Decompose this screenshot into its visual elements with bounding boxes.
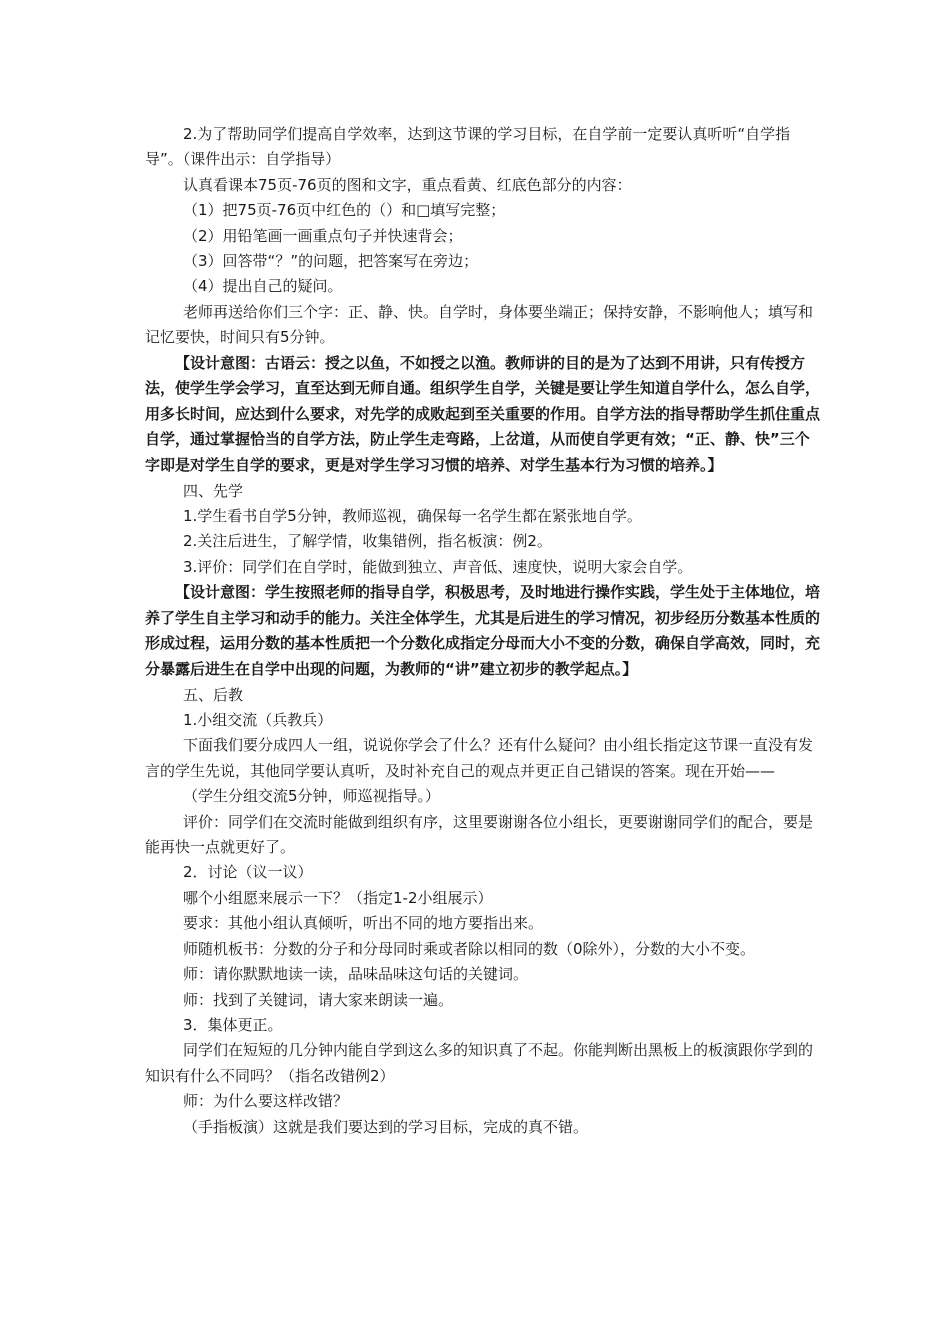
design-intent-note-2: 【设计意图：学生按照老师的指导自学，积极思考，及时地进行操作实践，学生处于主体地位，培养了学生自主学习和动手的能力。关注全体学生，尤其是后进生的学习情况，初步经历分数基本性质的形成过程，运用分数的基本性质把一个分数化成指定分母而大小不变的分数，确保自学高效，同时，充分暴露后进生在自学中出现的问题，为教师的“讲”建立初步的教学起点。】	[145, 583, 821, 679]
paragraph-discussion-requirement: 要求：其他小组认真倾听，听出不同的地方要指出来。	[183, 914, 544, 933]
document-page	[145, 122, 821, 1140]
paragraph-section4-item-2: 2.关注后进生，了解学情，收集错例，指名板演：例2。	[183, 532, 552, 551]
design-intent-note-1: 【设计意图：古语云：授之以鱼，不如授之以渔。教师讲的目的是为了达到不用讲，只有传授方法，使学生学会学习，直至达到无师自通。组织学生自学，关键是要让学生知道自学什么，怎么自学，用多长时间，应达到什么要求，对先学的成败起到至关重要的作用。自学方法的指导帮助学生抓住重点自学，通过掌握恰当的自学方法，防止学生走弯路，上岔道，从而使自学更有效；“正、静、快”三个字即是对学生自学的要求，更是对学生学习习惯的培养、对学生基本行为习惯的培养。】	[145, 353, 821, 475]
paragraph-self-study-guide-intro: 2.为了帮助同学们提高自学效率，达到这节课的学习目标，在自学前一定要认真听听“自学指导”。（课件出示：自学指导）	[145, 125, 791, 169]
paragraph-step-1: （1）把75页-76页中红色的（）和□填写完整；	[183, 201, 506, 220]
paragraph-read-aloud: 师：找到了关键词，请大家来朗读一遍。	[183, 990, 454, 1009]
paragraph-step-2: （2）用铅笔画一画重点句子并快速背会；	[183, 226, 463, 245]
paragraph-closing: （手指板演）这就是我们要达到的学习目标，完成的真不错。	[183, 1117, 589, 1136]
paragraph-why-correct: 师：为什么要这样改错？	[183, 1092, 349, 1111]
paragraph-read-silently: 师：请你默默地读一读，品味品味这句话的关键词。	[183, 965, 529, 984]
paragraph-discussion-heading: 2．讨论（议一议）	[183, 863, 313, 882]
section-heading-4: 四、先学	[183, 481, 244, 500]
paragraph-three-words: 老师再送给你们三个字：正、静、快。自学时，身体要坐端正；保持安静，不影响他人；填写和记忆要快，时间只有5分钟。	[145, 302, 814, 347]
paragraph-discussion-show: 哪个小组愿来展示一下？（指定1-2小组展示）	[183, 888, 493, 907]
paragraph-group-instructions: 下面我们要分成四人一组，说说你学会了什么？还有什么疑问？由小组长指定这节课一直没有发言的学生先说，其他同学要认真听，及时补充自己的观点并更正自己错误的答案。现在开始——	[145, 736, 814, 780]
paragraph-correction-question: 同学们在短短的几分钟内能自学到这么多的知识真了不起。你能判断出黑板上的板演跟你学到的知识有什么不同吗？（指名改错例2）	[145, 1041, 814, 1085]
paragraph-group-exchange: 1.小组交流（兵教兵）	[183, 711, 333, 730]
paragraph-step-4: （4）提出自己的疑问。	[183, 277, 343, 296]
section-heading-5: 五、后教	[183, 685, 244, 704]
paragraph-section4-item-3: 3.评价：同学们在自学时，能做到独立、声音低、速度快，说明大家会自学。	[183, 557, 693, 576]
paragraph-board-writing: 师随机板书：分数的分子和分母同时乘或者除以相同的数（0除外），分数的大小不变。	[183, 939, 756, 958]
paragraph-section4-item-1: 1.学生看书自学5分钟，教师巡视，确保每一名学生都在紧张地自学。	[183, 507, 642, 526]
paragraph-collective-correction: 3．集体更正。	[183, 1015, 283, 1034]
paragraph-read-textbook: 认真看课本75页-76页的图和文字，重点看黄、红底色部分的内容：	[183, 175, 632, 194]
paragraph-group-evaluation: 评价：同学们在交流时能做到组织有序，这里要谢谢各位小组长，更要谢谢同学们的配合，要是能再快一点就更好了。	[145, 812, 814, 857]
paragraph-group-exchange-note: （学生分组交流5分钟，师巡视指导。）	[183, 787, 441, 806]
paragraph-step-3: （3）回答带“？”的问题，把答案写在旁边；	[183, 252, 479, 271]
